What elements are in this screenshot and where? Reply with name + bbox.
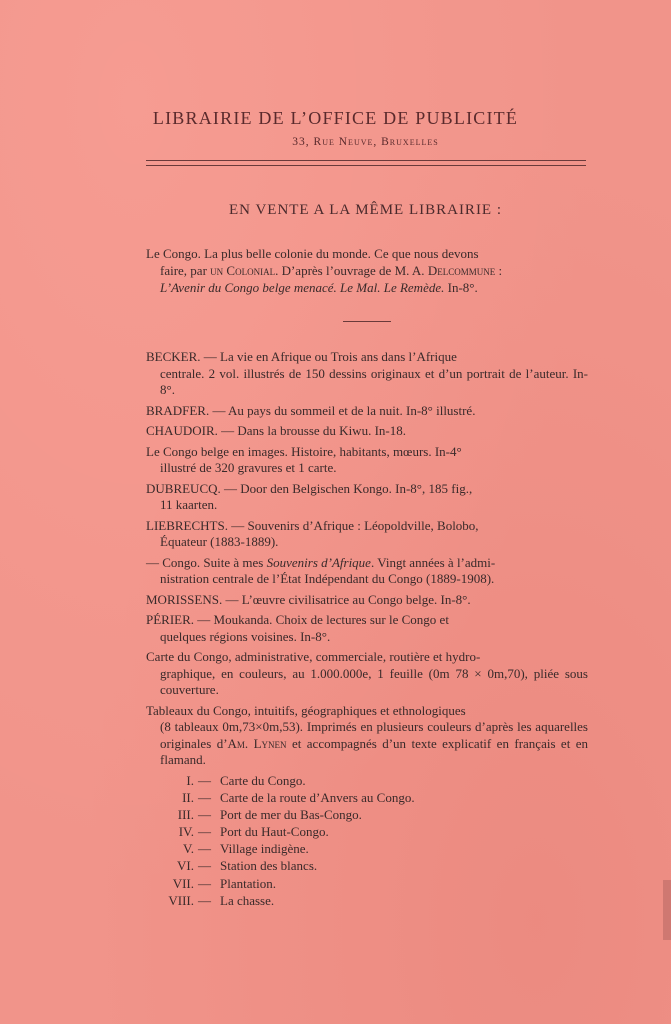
entry-continuation: 11 kaarten. xyxy=(160,497,218,512)
entry-continuation: nistration centrale de l’État Indépendant du Congo (1889-1908). xyxy=(160,571,495,586)
plate-number: II. xyxy=(182,789,194,805)
catalog-entry xyxy=(146,403,588,420)
plate-dash: — xyxy=(198,841,211,857)
intro-author-name: Delcommune xyxy=(427,263,496,278)
catalog-entry xyxy=(146,612,588,645)
plate-item xyxy=(146,807,588,824)
plate-item xyxy=(146,790,588,807)
catalog-entry xyxy=(146,444,588,477)
plate-number: V. xyxy=(183,841,194,857)
plate-dash: — xyxy=(198,892,211,908)
plate-label: Carte du Congo. xyxy=(220,772,306,788)
intro-line-3 xyxy=(146,279,588,296)
plates-list xyxy=(146,773,588,911)
plate-dash: — xyxy=(198,824,211,840)
plate-item xyxy=(146,858,588,875)
entry-first-line: . Vingt années à l’admi- xyxy=(370,554,496,570)
entry-first-line: Le Congo belge en images. Histoire, habitants, mœurs. In-4° xyxy=(146,443,462,459)
catalog-entry xyxy=(146,703,588,769)
plate-label: Carte de la route d’Anvers au Congo. xyxy=(220,789,415,805)
entry-continuation xyxy=(146,719,588,769)
plate-item xyxy=(146,893,588,910)
entry-continuation: illustré de 320 gravures et 1 carte. xyxy=(160,460,337,475)
paper-stain xyxy=(663,880,671,940)
intro-book-title: L’Avenir du Congo belge menacé. Le Mal. Le Remède. xyxy=(160,280,445,295)
entry-text: et accompagnés d’un texte explicatif en français et en flamand. xyxy=(160,735,589,767)
catalog-entry xyxy=(146,555,588,588)
intro-entry xyxy=(146,245,588,296)
plate-item xyxy=(146,876,588,893)
intro-author: un Colonial xyxy=(210,263,276,278)
entry-continuation: graphique, en couleurs, au 1.000.000e, 1 feuille (0m 78 × 0m,70), pliée sous couverture. xyxy=(160,665,588,697)
intro-format: In-8°. xyxy=(444,280,478,295)
entry-first-line: Carte du Congo, administrative, commerciale, routière et hydro- xyxy=(146,649,481,664)
entry-first-line: DUBREUCQ. — Door den Belgischen Kongo. In-8°, 185 fig., xyxy=(146,480,473,496)
section-heading: EN VENTE A LA MÊME LIBRAIRIE : xyxy=(228,202,503,218)
entry-first-line: PÉRIER. — Moukanda. Choix de lectures sur le Congo et xyxy=(146,612,449,627)
entry-continuation: Équateur (1883-1889). xyxy=(160,534,279,549)
short-rule xyxy=(343,321,391,322)
entry-book-title: Souvenirs d’Afrique xyxy=(266,554,371,570)
entry-first-line: MORISSENS. — L’œuvre civilisatrice au Congo belge. In-8°. xyxy=(146,591,471,607)
intro-line-2 xyxy=(146,262,588,279)
entry-first-line: CHAUDOIR. — Dans la brousse du Kiwu. In-18. xyxy=(146,423,406,438)
plate-number: IV. xyxy=(178,824,194,840)
plate-item xyxy=(146,773,588,790)
intro-text: : xyxy=(495,263,503,278)
double-rule xyxy=(146,160,586,166)
entry-first-line: LIEBRECHTS. — Souvenirs d’Afrique : Léopoldville, Bolobo, xyxy=(146,517,479,533)
entry-first-line: Tableaux du Congo, intuitifs, géographiques et ethnologiques xyxy=(146,702,466,718)
catalog-entry xyxy=(146,423,588,440)
plate-number: VI. xyxy=(177,858,194,874)
publisher-title: LIBRAIRIE DE L’OFFICE DE PUBLICITÉ xyxy=(152,108,519,128)
plate-dash: — xyxy=(198,858,211,874)
plate-number: VII. xyxy=(172,875,194,891)
entry-first-line: BECKER. — La vie en Afrique ou Trois ans dans l’Afrique xyxy=(146,349,457,364)
plate-label: Port du Haut-Congo. xyxy=(220,824,329,840)
plate-dash: — xyxy=(198,875,211,891)
plate-number: VIII. xyxy=(168,892,194,908)
plate-label: La chasse. xyxy=(220,892,275,908)
entry-continuation: quelques régions voisines. In-8°. xyxy=(160,628,331,644)
catalog-entry xyxy=(146,592,588,609)
plate-label: Station des blancs. xyxy=(220,858,318,874)
catalog-list xyxy=(146,349,588,910)
plate-label: Port de mer du Bas-Congo. xyxy=(220,806,362,822)
plate-item xyxy=(146,824,588,841)
plate-number: I. xyxy=(186,772,194,788)
entry-artist-name: Am. Lynen xyxy=(227,735,287,751)
catalog-entry xyxy=(146,481,588,514)
plate-item xyxy=(146,841,588,858)
catalog-entry xyxy=(146,518,588,551)
plate-label: Plantation. xyxy=(220,875,276,891)
entry-first-line: BRADFER. — Au pays du sommeil et de la nuit. In-8° illustré. xyxy=(146,402,476,418)
plate-dash: — xyxy=(198,789,211,805)
intro-text: faire, par xyxy=(160,263,211,278)
catalog-entry xyxy=(146,649,588,699)
catalog-entry xyxy=(146,349,588,399)
plate-dash: — xyxy=(198,772,211,788)
entry-continuation: centrale. 2 vol. illustrés de 150 dessins originaux et d’un portrait de l’auteur. In-8°. xyxy=(160,365,588,397)
entry-first-line: — Congo. Suite à mes xyxy=(146,554,267,570)
entry-text: (8 tableaux 0m,73×0m,53). Imprimés en plusieurs couleurs d’après les aquarelles originales d’ xyxy=(160,719,588,751)
plate-label: Village indigène. xyxy=(220,841,309,857)
publisher-address: 33, Rue Neuve, Bruxelles xyxy=(292,136,439,148)
intro-text: . D’après l’ouvrage de M. A. xyxy=(275,263,428,278)
plate-dash: — xyxy=(198,806,211,822)
plate-number: III. xyxy=(177,806,194,822)
intro-line-1: Le Congo. La plus belle colonie du monde. Ce que nous devons xyxy=(146,246,479,261)
